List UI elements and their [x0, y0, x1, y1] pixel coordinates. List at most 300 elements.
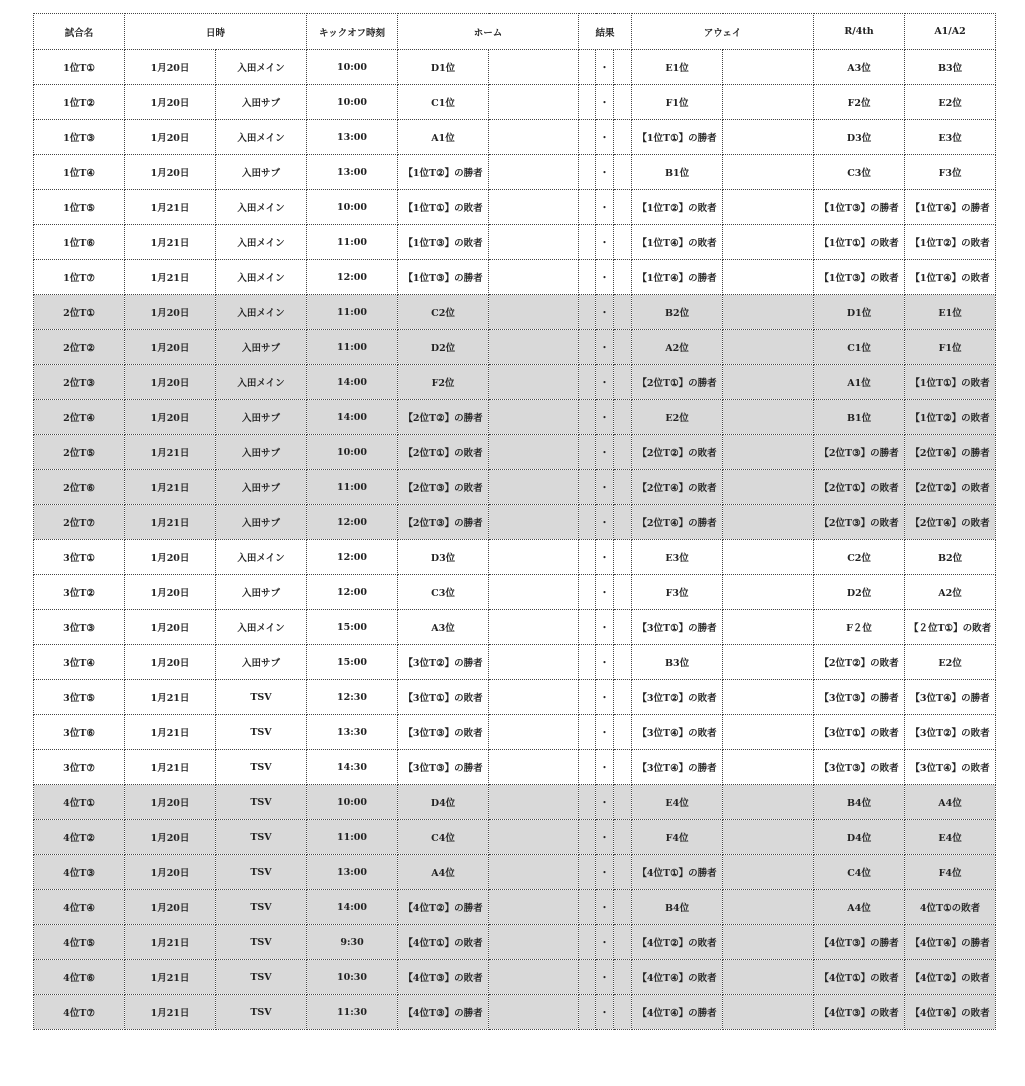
a1a2-cell: 【2位T④】の勝者: [905, 435, 996, 470]
r4th-cell: B4位: [814, 785, 905, 820]
match-cell: 3位T③: [34, 610, 125, 645]
match-cell: 1位T①: [34, 50, 125, 85]
home-score-cell: [489, 225, 579, 260]
result-right-cell: [614, 295, 632, 330]
home-team-cell: 【3位T①】の敗者: [398, 680, 489, 715]
table-row: [34, 995, 996, 1030]
home-team-cell: 【2位T③】の敗者: [398, 470, 489, 505]
date-cell: 1月20日: [125, 400, 216, 435]
kickoff-cell: 10:00: [307, 85, 398, 120]
result-separator: ・: [596, 85, 614, 120]
away-score-cell: [723, 505, 814, 540]
away-team-cell: E3位: [632, 540, 723, 575]
table-row: [34, 190, 996, 225]
a1a2-cell: E2位: [905, 85, 996, 120]
result-left-cell: [579, 85, 596, 120]
result-separator: ・: [596, 575, 614, 610]
r4th-cell: 【4位T③】の勝者: [814, 925, 905, 960]
a1a2-cell: E2位: [905, 645, 996, 680]
home-score-cell: [489, 50, 579, 85]
date-cell: 1月21日: [125, 190, 216, 225]
away-score-cell: [723, 190, 814, 225]
away-score-cell: [723, 820, 814, 855]
home-score-cell: [489, 715, 579, 750]
result-right-cell: [614, 820, 632, 855]
result-right-cell: [614, 960, 632, 995]
match-cell: 2位T①: [34, 295, 125, 330]
kickoff-cell: 12:00: [307, 575, 398, 610]
match-cell: 4位T⑤: [34, 925, 125, 960]
header-r4th: R/4th: [814, 14, 905, 50]
a1a2-cell: A4位: [905, 785, 996, 820]
away-team-cell: 【2位T④】の勝者: [632, 505, 723, 540]
home-score-cell: [489, 435, 579, 470]
home-team-cell: C2位: [398, 295, 489, 330]
table-row: [34, 610, 996, 645]
table-row: [34, 435, 996, 470]
r4th-cell: 【2位T③】の敗者: [814, 505, 905, 540]
home-team-cell: C4位: [398, 820, 489, 855]
away-team-cell: 【4位T④】の勝者: [632, 995, 723, 1030]
table-row: [34, 785, 996, 820]
kickoff-cell: 11:00: [307, 470, 398, 505]
result-left-cell: [579, 50, 596, 85]
home-score-cell: [489, 470, 579, 505]
venue-cell: TSV: [216, 925, 307, 960]
table-row: [34, 400, 996, 435]
date-cell: 1月21日: [125, 435, 216, 470]
venue-cell: 入田メイン: [216, 190, 307, 225]
result-right-cell: [614, 750, 632, 785]
r4th-cell: 【4位T③】の敗者: [814, 995, 905, 1030]
away-score-cell: [723, 785, 814, 820]
kickoff-cell: 12:00: [307, 505, 398, 540]
match-cell: 3位T⑤: [34, 680, 125, 715]
kickoff-cell: 11:30: [307, 995, 398, 1030]
r4th-cell: 【3位T③】の勝者: [814, 680, 905, 715]
away-score-cell: [723, 715, 814, 750]
home-team-cell: C3位: [398, 575, 489, 610]
result-left-cell: [579, 820, 596, 855]
table-row: [34, 85, 996, 120]
venue-cell: 入田メイン: [216, 120, 307, 155]
match-cell: 4位T④: [34, 890, 125, 925]
date-cell: 1月20日: [125, 855, 216, 890]
result-left-cell: [579, 610, 596, 645]
result-right-cell: [614, 50, 632, 85]
home-team-cell: F2位: [398, 365, 489, 400]
kickoff-cell: 14:00: [307, 890, 398, 925]
header-result: 結果: [579, 14, 632, 50]
match-cell: 2位T⑤: [34, 435, 125, 470]
header-away: アウェイ: [632, 14, 814, 50]
away-score-cell: [723, 575, 814, 610]
home-score-cell: [489, 575, 579, 610]
home-team-cell: D1位: [398, 50, 489, 85]
away-team-cell: 【2位T①】の勝者: [632, 365, 723, 400]
kickoff-cell: 10:00: [307, 435, 398, 470]
table-row: [34, 960, 996, 995]
match-cell: 4位T②: [34, 820, 125, 855]
result-left-cell: [579, 190, 596, 225]
result-right-cell: [614, 505, 632, 540]
r4th-cell: 【2位T③】の勝者: [814, 435, 905, 470]
a1a2-cell: 【4位T④】の勝者: [905, 925, 996, 960]
date-cell: 1月20日: [125, 330, 216, 365]
result-separator: ・: [596, 750, 614, 785]
r4th-cell: C1位: [814, 330, 905, 365]
kickoff-cell: 11:00: [307, 295, 398, 330]
venue-cell: 入田メイン: [216, 50, 307, 85]
r4th-cell: C2位: [814, 540, 905, 575]
match-cell: 2位T②: [34, 330, 125, 365]
result-separator: ・: [596, 260, 614, 295]
r4th-cell: B1位: [814, 400, 905, 435]
away-score-cell: [723, 295, 814, 330]
result-left-cell: [579, 260, 596, 295]
match-cell: 2位T⑥: [34, 470, 125, 505]
table-row: [34, 925, 996, 960]
header-row: [34, 14, 996, 50]
result-left-cell: [579, 995, 596, 1030]
kickoff-cell: 14:00: [307, 365, 398, 400]
result-right-cell: [614, 890, 632, 925]
home-score-cell: [489, 610, 579, 645]
match-cell: 1位T④: [34, 155, 125, 190]
table-row: [34, 505, 996, 540]
kickoff-cell: 13:00: [307, 155, 398, 190]
away-score-cell: [723, 365, 814, 400]
home-score-cell: [489, 680, 579, 715]
away-team-cell: 【1位T①】の勝者: [632, 120, 723, 155]
home-score-cell: [489, 995, 579, 1030]
away-team-cell: B1位: [632, 155, 723, 190]
r4th-cell: 【1位T③】の敗者: [814, 260, 905, 295]
table-row: [34, 470, 996, 505]
away-team-cell: 【1位T②】の敗者: [632, 190, 723, 225]
home-score-cell: [489, 505, 579, 540]
result-separator: ・: [596, 120, 614, 155]
home-team-cell: 【4位T③】の敗者: [398, 960, 489, 995]
result-right-cell: [614, 715, 632, 750]
venue-cell: 入田サブ: [216, 85, 307, 120]
home-team-cell: C1位: [398, 85, 489, 120]
home-score-cell: [489, 820, 579, 855]
away-score-cell: [723, 400, 814, 435]
kickoff-cell: 12:00: [307, 540, 398, 575]
venue-cell: 入田サブ: [216, 505, 307, 540]
match-cell: 2位T④: [34, 400, 125, 435]
table-row: [34, 855, 996, 890]
result-left-cell: [579, 225, 596, 260]
r4th-cell: D1位: [814, 295, 905, 330]
venue-cell: TSV: [216, 750, 307, 785]
result-left-cell: [579, 960, 596, 995]
away-team-cell: B4位: [632, 890, 723, 925]
result-left-cell: [579, 435, 596, 470]
result-right-cell: [614, 190, 632, 225]
home-score-cell: [489, 400, 579, 435]
result-separator: ・: [596, 890, 614, 925]
result-right-cell: [614, 365, 632, 400]
header-kickoff: キックオフ時刻: [307, 14, 398, 50]
away-score-cell: [723, 155, 814, 190]
a1a2-cell: A2位: [905, 575, 996, 610]
result-left-cell: [579, 505, 596, 540]
away-team-cell: 【4位T②】の敗者: [632, 925, 723, 960]
date-cell: 1月21日: [125, 715, 216, 750]
r4th-cell: C3位: [814, 155, 905, 190]
venue-cell: TSV: [216, 785, 307, 820]
table-row: [34, 750, 996, 785]
home-score-cell: [489, 960, 579, 995]
date-cell: 1月20日: [125, 645, 216, 680]
date-cell: 1月21日: [125, 750, 216, 785]
header-datetime: 日時: [125, 14, 307, 50]
schedule-body: [34, 50, 996, 1030]
venue-cell: TSV: [216, 855, 307, 890]
away-team-cell: 【3位T④】の敗者: [632, 715, 723, 750]
table-row: [34, 575, 996, 610]
result-left-cell: [579, 120, 596, 155]
venue-cell: 入田メイン: [216, 295, 307, 330]
result-right-cell: [614, 995, 632, 1030]
r4th-cell: 【2位T①】の敗者: [814, 470, 905, 505]
table-row: [34, 330, 996, 365]
result-separator: ・: [596, 610, 614, 645]
away-score-cell: [723, 925, 814, 960]
result-left-cell: [579, 680, 596, 715]
date-cell: 1月21日: [125, 505, 216, 540]
kickoff-cell: 13:00: [307, 120, 398, 155]
match-cell: 3位T②: [34, 575, 125, 610]
match-cell: 4位T①: [34, 785, 125, 820]
home-score-cell: [489, 785, 579, 820]
a1a2-cell: 【2位T④】の敗者: [905, 505, 996, 540]
result-separator: ・: [596, 925, 614, 960]
home-score-cell: [489, 155, 579, 190]
result-left-cell: [579, 785, 596, 820]
date-cell: 1月20日: [125, 540, 216, 575]
home-team-cell: 【2位T③】の勝者: [398, 505, 489, 540]
away-score-cell: [723, 435, 814, 470]
match-cell: 4位T⑥: [34, 960, 125, 995]
a1a2-cell: 【1位T①】の敗者: [905, 365, 996, 400]
away-team-cell: 【1位T④】の敗者: [632, 225, 723, 260]
result-separator: ・: [596, 505, 614, 540]
date-cell: 1月21日: [125, 225, 216, 260]
venue-cell: TSV: [216, 995, 307, 1030]
a1a2-cell: 【4位T④】の敗者: [905, 995, 996, 1030]
date-cell: 1月20日: [125, 785, 216, 820]
home-team-cell: 【1位T①】の敗者: [398, 190, 489, 225]
result-separator: ・: [596, 400, 614, 435]
a1a2-cell: 【1位T④】の敗者: [905, 260, 996, 295]
home-score-cell: [489, 750, 579, 785]
date-cell: 1月21日: [125, 470, 216, 505]
result-left-cell: [579, 330, 596, 365]
away-team-cell: 【2位T④】の敗者: [632, 470, 723, 505]
date-cell: 1月20日: [125, 155, 216, 190]
kickoff-cell: 13:30: [307, 715, 398, 750]
kickoff-cell: 10:30: [307, 960, 398, 995]
away-team-cell: 【2位T②】の敗者: [632, 435, 723, 470]
kickoff-cell: 11:00: [307, 225, 398, 260]
away-score-cell: [723, 470, 814, 505]
away-team-cell: F3位: [632, 575, 723, 610]
away-score-cell: [723, 645, 814, 680]
table-row: [34, 260, 996, 295]
home-team-cell: A3位: [398, 610, 489, 645]
result-separator: ・: [596, 365, 614, 400]
away-team-cell: B3位: [632, 645, 723, 680]
home-team-cell: 【2位T①】の敗者: [398, 435, 489, 470]
kickoff-cell: 14:00: [307, 400, 398, 435]
away-team-cell: E1位: [632, 50, 723, 85]
home-team-cell: D3位: [398, 540, 489, 575]
kickoff-cell: 10:00: [307, 50, 398, 85]
home-team-cell: 【3位T②】の勝者: [398, 645, 489, 680]
home-score-cell: [489, 365, 579, 400]
kickoff-cell: 10:00: [307, 785, 398, 820]
schedule-table: [33, 13, 996, 1030]
home-team-cell: 【4位T②】の勝者: [398, 890, 489, 925]
result-separator: ・: [596, 225, 614, 260]
away-team-cell: A2位: [632, 330, 723, 365]
date-cell: 1月21日: [125, 995, 216, 1030]
home-score-cell: [489, 855, 579, 890]
result-separator: ・: [596, 540, 614, 575]
a1a2-cell: F1位: [905, 330, 996, 365]
a1a2-cell: 【２位T①】の敗者: [905, 610, 996, 645]
away-score-cell: [723, 330, 814, 365]
away-score-cell: [723, 960, 814, 995]
a1a2-cell: 【3位T②】の敗者: [905, 715, 996, 750]
result-right-cell: [614, 645, 632, 680]
result-separator: ・: [596, 960, 614, 995]
date-cell: 1月20日: [125, 365, 216, 400]
result-left-cell: [579, 470, 596, 505]
home-team-cell: A1位: [398, 120, 489, 155]
r4th-cell: 【1位T③】の勝者: [814, 190, 905, 225]
match-cell: 4位T⑦: [34, 995, 125, 1030]
home-score-cell: [489, 190, 579, 225]
away-score-cell: [723, 890, 814, 925]
venue-cell: 入田サブ: [216, 330, 307, 365]
table-row: [34, 820, 996, 855]
home-score-cell: [489, 120, 579, 155]
result-left-cell: [579, 155, 596, 190]
home-team-cell: D4位: [398, 785, 489, 820]
r4th-cell: D2位: [814, 575, 905, 610]
result-right-cell: [614, 225, 632, 260]
result-right-cell: [614, 855, 632, 890]
result-separator: ・: [596, 190, 614, 225]
result-separator: ・: [596, 470, 614, 505]
a1a2-cell: B3位: [905, 50, 996, 85]
header-match: 試合名: [34, 14, 125, 50]
result-right-cell: [614, 785, 632, 820]
venue-cell: 入田メイン: [216, 365, 307, 400]
away-team-cell: 【4位T④】の敗者: [632, 960, 723, 995]
result-left-cell: [579, 890, 596, 925]
date-cell: 1月21日: [125, 925, 216, 960]
match-cell: 2位T⑦: [34, 505, 125, 540]
home-team-cell: 【1位T②】の勝者: [398, 155, 489, 190]
home-team-cell: 【1位T③】の敗者: [398, 225, 489, 260]
a1a2-cell: F3位: [905, 155, 996, 190]
result-separator: ・: [596, 715, 614, 750]
r4th-cell: 【3位T①】の敗者: [814, 715, 905, 750]
table-row: [34, 225, 996, 260]
venue-cell: 入田メイン: [216, 225, 307, 260]
kickoff-cell: 9:30: [307, 925, 398, 960]
a1a2-cell: 【1位T②】の敗者: [905, 225, 996, 260]
away-score-cell: [723, 995, 814, 1030]
home-score-cell: [489, 925, 579, 960]
match-cell: 3位T⑦: [34, 750, 125, 785]
result-right-cell: [614, 470, 632, 505]
kickoff-cell: 15:00: [307, 610, 398, 645]
home-team-cell: 【2位T②】の勝者: [398, 400, 489, 435]
date-cell: 1月20日: [125, 890, 216, 925]
venue-cell: TSV: [216, 820, 307, 855]
away-team-cell: F1位: [632, 85, 723, 120]
match-cell: 2位T③: [34, 365, 125, 400]
result-right-cell: [614, 85, 632, 120]
away-team-cell: 【3位T②】の敗者: [632, 680, 723, 715]
date-cell: 1月20日: [125, 575, 216, 610]
result-left-cell: [579, 295, 596, 330]
a1a2-cell: 4位T①の敗者: [905, 890, 996, 925]
home-score-cell: [489, 85, 579, 120]
result-right-cell: [614, 925, 632, 960]
r4th-cell: F2位: [814, 85, 905, 120]
away-score-cell: [723, 120, 814, 155]
venue-cell: 入田メイン: [216, 540, 307, 575]
away-score-cell: [723, 855, 814, 890]
home-score-cell: [489, 540, 579, 575]
kickoff-cell: 10:00: [307, 190, 398, 225]
home-score-cell: [489, 295, 579, 330]
away-score-cell: [723, 680, 814, 715]
a1a2-cell: 【3位T④】の敗者: [905, 750, 996, 785]
result-separator: ・: [596, 995, 614, 1030]
result-separator: ・: [596, 680, 614, 715]
a1a2-cell: F4位: [905, 855, 996, 890]
away-team-cell: 【3位T④】の勝者: [632, 750, 723, 785]
home-score-cell: [489, 260, 579, 295]
venue-cell: 入田メイン: [216, 260, 307, 295]
r4th-cell: D4位: [814, 820, 905, 855]
result-separator: ・: [596, 155, 614, 190]
result-left-cell: [579, 645, 596, 680]
result-left-cell: [579, 540, 596, 575]
r4th-cell: A1位: [814, 365, 905, 400]
venue-cell: TSV: [216, 890, 307, 925]
away-score-cell: [723, 85, 814, 120]
table-row: [34, 120, 996, 155]
result-left-cell: [579, 365, 596, 400]
away-team-cell: F4位: [632, 820, 723, 855]
table-row: [34, 155, 996, 190]
match-cell: 3位T④: [34, 645, 125, 680]
date-cell: 1月20日: [125, 85, 216, 120]
date-cell: 1月20日: [125, 610, 216, 645]
home-team-cell: 【1位T③】の勝者: [398, 260, 489, 295]
result-left-cell: [579, 925, 596, 960]
table-row: [34, 715, 996, 750]
